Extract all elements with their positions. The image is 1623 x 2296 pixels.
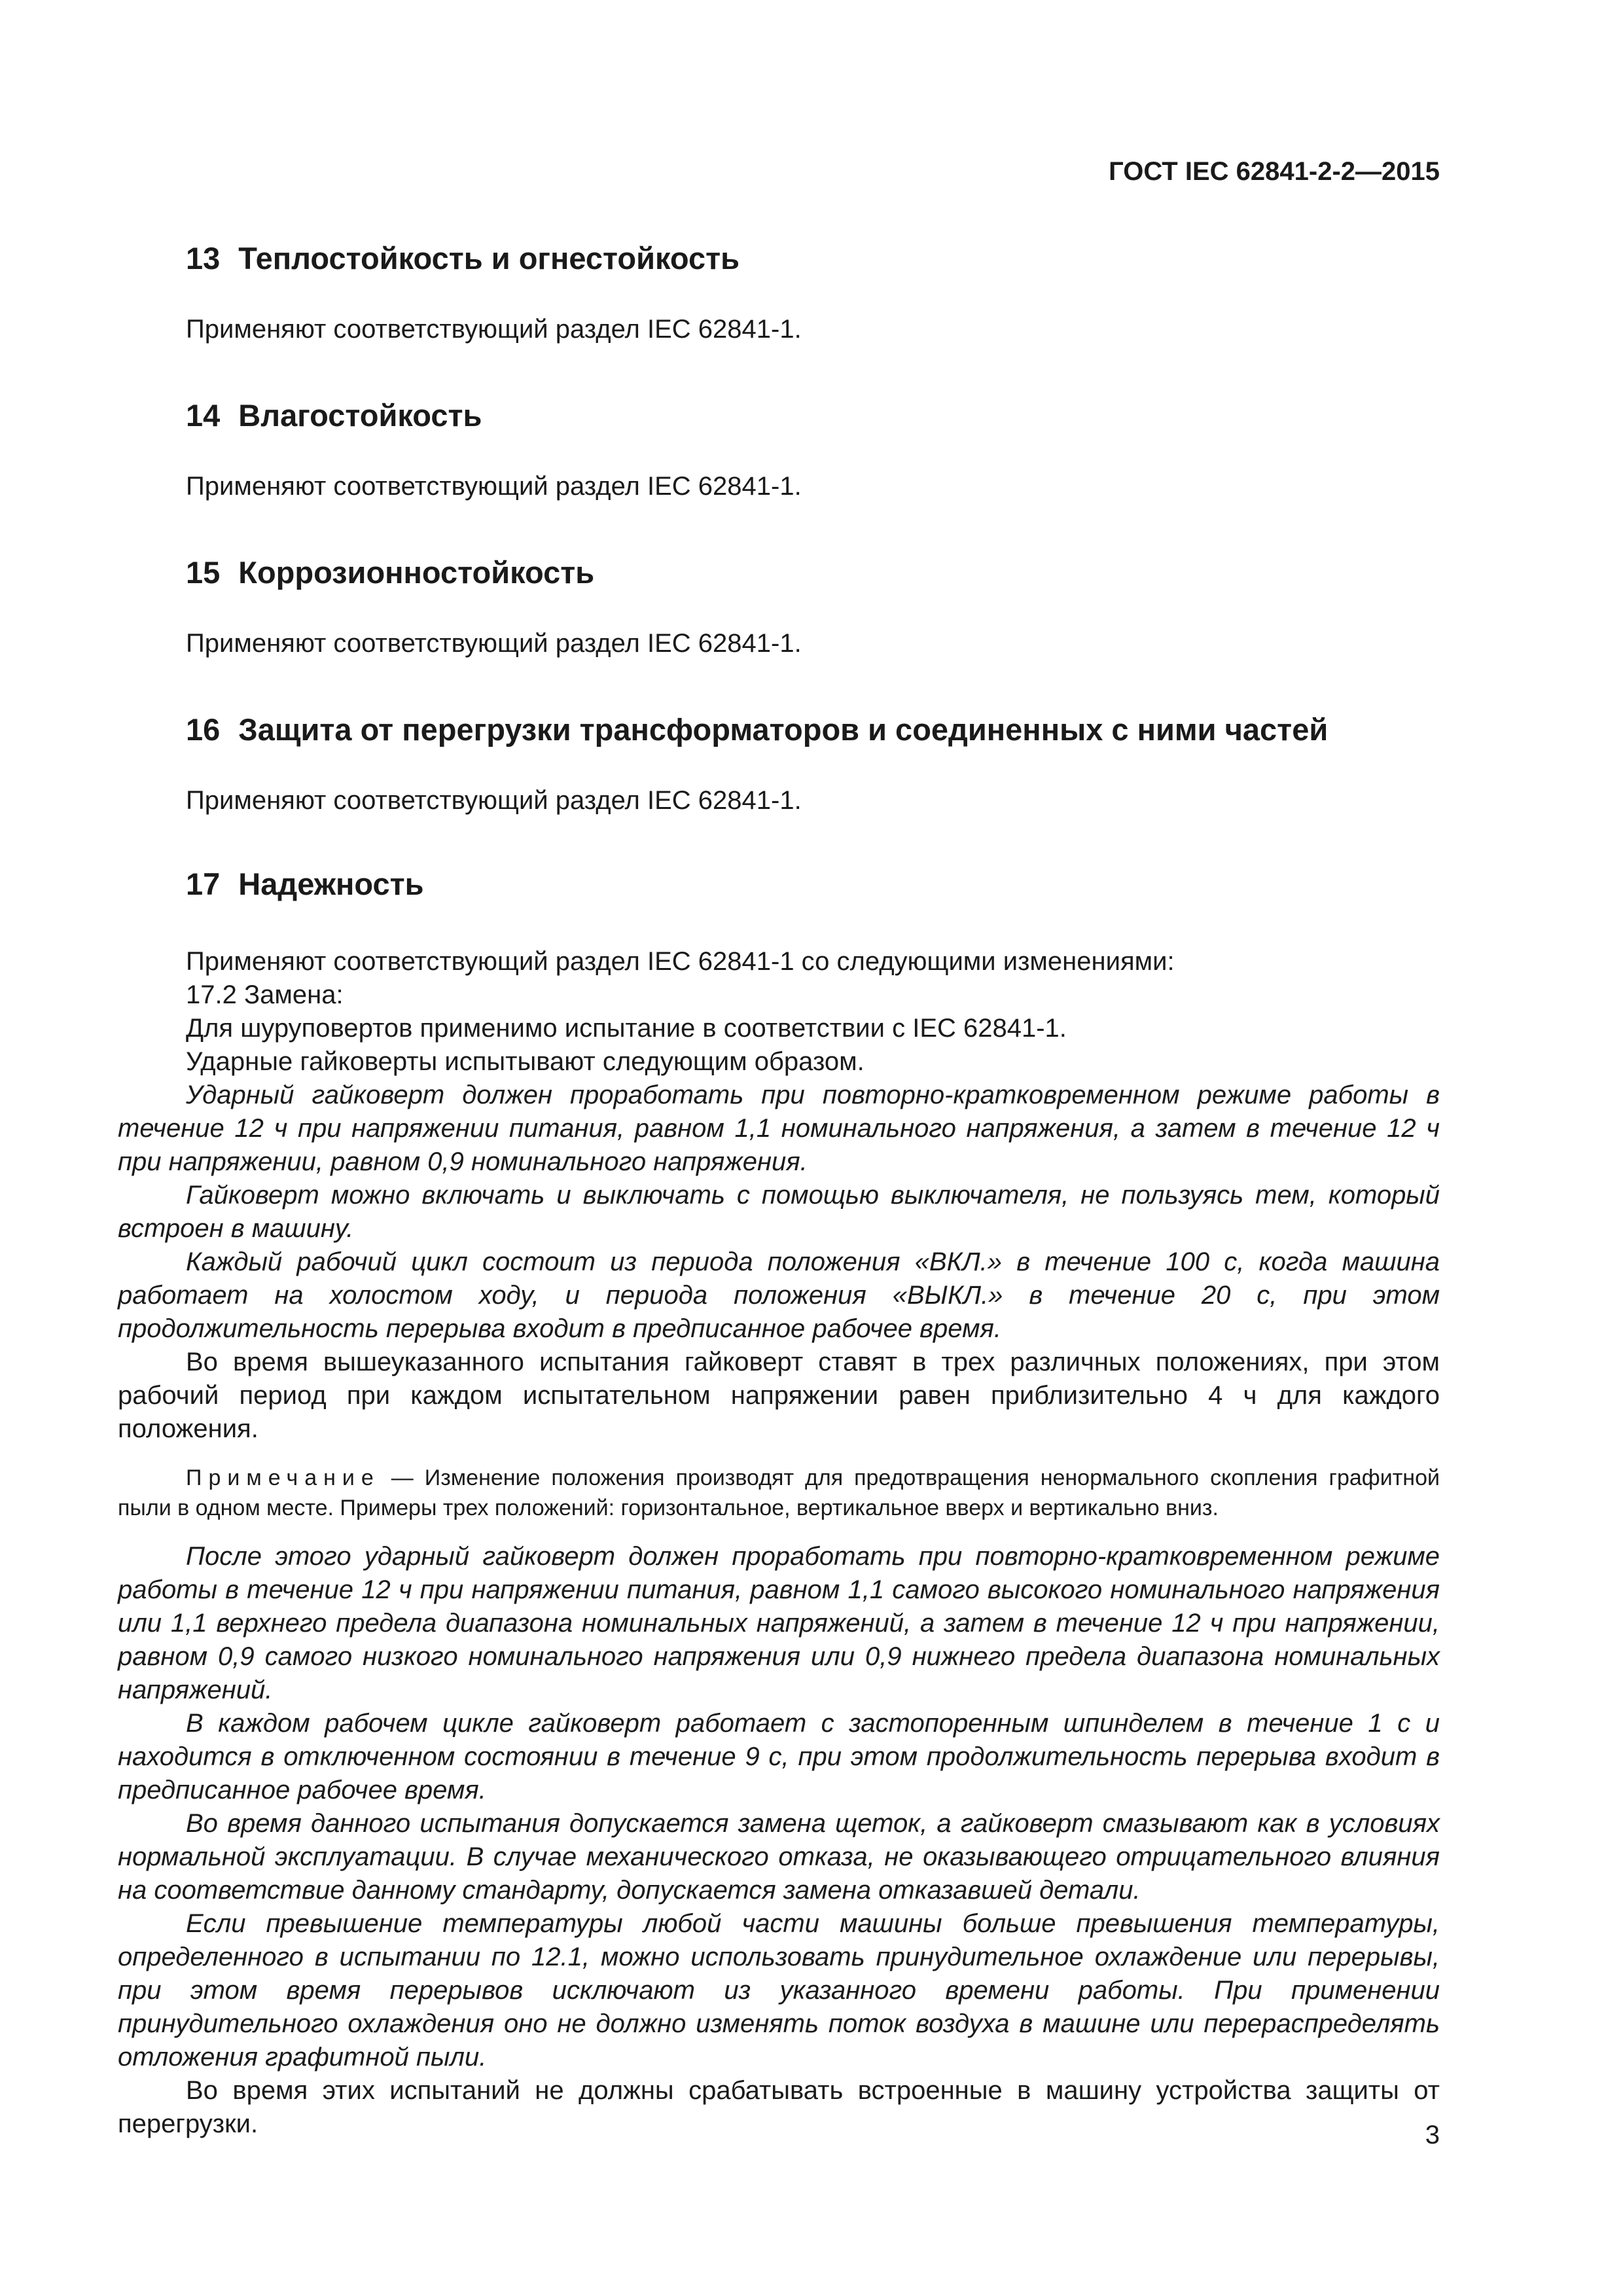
section-heading [186,707,1440,753]
subclause-heading: 17.2 Замена: [186,980,344,1009]
paragraph: Если превышение температуры любой части машины больше превышения температуры, определенного в испытании по 12.1, можно использовать принудительное охлаждение или перерывы, при этом время перерывов исключают из указанного времени работы. При применении принудительного охлаждения оно не должно изменять поток воздуха в машине или перераспределять отложения графитной пыли. [118,1909,1440,2072]
section-title: Защита от перегрузки трансформаторов и соединенных с ними частей [238,712,1329,747]
section-15 [118,550,1440,661]
paragraph: Ударный гайковерт должен проработать при повторно-кратковременном режиме работы в течение 12 ч при напряжении питания, равном 1,1 номинального напряжения, а затем в течение 12 ч при напряжении, равном 0,9 номинального напряжения. [118,1081,1440,1176]
section-title: Коррозионностойкость [238,555,595,590]
section-13 [118,236,1440,347]
paragraph: Гайковерт можно включать и выключать с помощью выключателя, не пользуясь тем, который встроен в машину. [118,1181,1440,1243]
section-title: Надежность [238,867,424,901]
section-body: Применяют соответствующий раздел IEC 62841-1. [186,315,802,344]
page-number: 3 [1425,2121,1440,2149]
paragraph: В каждом рабочем цикле гайковерт работает с застопоренным шпинделем в течение 1 с и находится в отключенном состоянии в течение 9 с, при этом продолжительность перерыва входит в предписанное рабочее время. [118,1709,1440,1804]
section-number: 17 [186,867,221,901]
section-body: Применяют соответствующий раздел IEC 62841-1. [186,629,802,658]
paragraph: Каждый рабочий цикл состоит из периода положения «ВКЛ.» в течение 100 с, когда машина работает на холостом ходу, и периода положения «ВЫКЛ.» в течение 20 с, при этом продолжительность перерыва входит в предписанное рабочее время. [118,1247,1440,1343]
section-14 [118,393,1440,504]
note-text: — Изменение положения производят для предотвращения ненормального скопления графитной пыли в одном месте. Примеры трех положений: горизонтальное, вертикальное вверх и вертикально вниз. [118,1465,1440,1520]
paragraph: После этого ударный гайковерт должен проработать при повторно-кратковременном режиме работы в течение 12 ч при напряжении питания, равном 1,1 самого высокого номинального напряжения или 1,1 верхнего предела диапазона номинальных напряжений, а затем в течение 12 ч при напряжении, равном 0,9 самого низкого номинального напряжения или 0,9 нижнего предела диапазона номинальных напряжений. [118,1542,1440,1704]
paragraph: Во время вышеуказанного испытания гайковерт ставят в трех различных положениях, при этом рабочий период при каждом испытательном напряжении равен приблизительно 4 ч для каждого положения. [118,1348,1440,1443]
section-title: Влагостойкость [238,398,482,433]
paragraph: Ударные гайковерты испытывают следующим образом. [186,1047,865,1076]
note [118,1463,1440,1523]
document-code: ГОСТ IEC 62841-2-2—2015 [1109,157,1440,186]
paragraph: Во время этих испытаний не должны срабатывать встроенные в машину устройства защиты от перегрузки. [118,2076,1440,2138]
section-number: 13 [186,241,221,276]
section-body: Применяют соответствующий раздел IEC 62841-1. [186,786,802,815]
section-heading [186,861,1440,907]
section-heading [186,236,1440,281]
section-intro: Применяют соответствующий раздел IEC 62841-1 со следующими изменениями: [186,947,1175,976]
section-heading [186,550,1440,596]
section-17 [118,861,1440,2141]
section-heading [186,393,1440,439]
note-label: Примечание [186,1465,380,1490]
section-number: 15 [186,555,221,590]
section-body: Применяют соответствующий раздел IEC 62841-1. [186,472,802,501]
section-number: 14 [186,398,221,433]
section-number: 16 [186,712,221,747]
section-16 [118,707,1440,818]
section-title: Теплостойкость и огнестойкость [238,241,740,276]
paragraph: Для шуруповертов применимо испытание в соответствии с IEC 62841-1. [186,1014,1067,1043]
paragraph: Во время данного испытания допускается замена щеток, а гайковерт смазывают как в условиях нормальной эксплуатации. В случае механического отказа, не оказывающего отрицательного влияния на соответствие данному стандарту, допускается замена отказавшей детали. [118,1809,1440,1905]
